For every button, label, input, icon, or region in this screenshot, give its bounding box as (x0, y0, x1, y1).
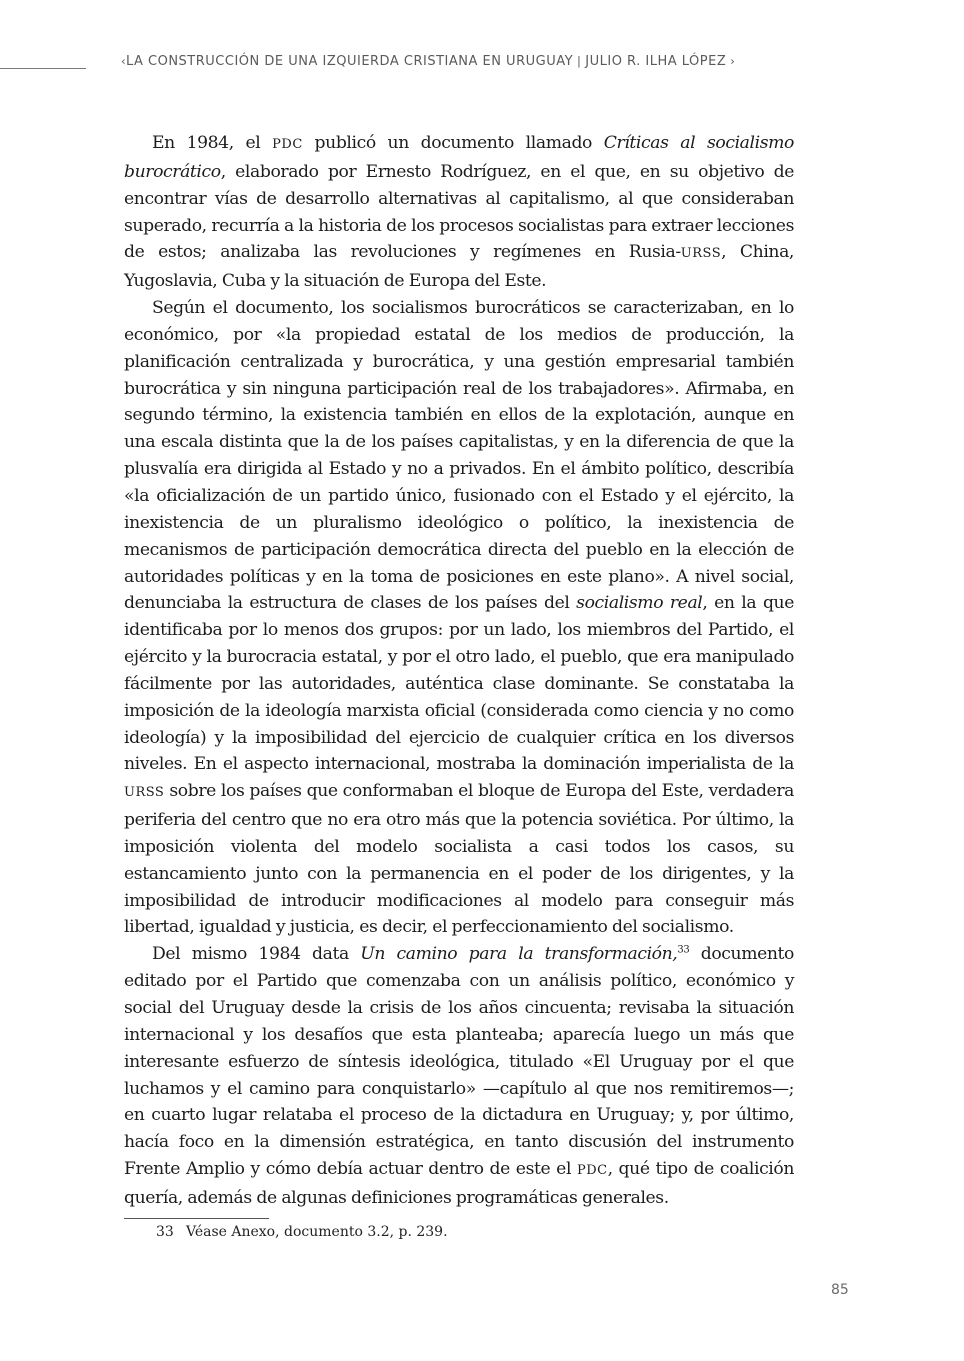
body-text (124, 130, 794, 1212)
running-head-author: JULIO R. ILHA LÓPEZ (585, 54, 727, 69)
running-head-open: ‹ (121, 54, 126, 68)
footnote-text: Véase Anexo, documento 3.2, p. 239. (186, 1224, 448, 1240)
running-head-book-title: LA CONSTRUCCIÓN DE UNA IZQUIERDA CRISTIANA EN URUGUAY (125, 54, 574, 69)
footnote-number: 33 (156, 1224, 174, 1240)
text-run: En 1984, el (152, 133, 273, 153)
footnote-reference: 33 (677, 944, 690, 956)
acronym: PDC (272, 137, 303, 152)
text-run: , qué tipo de coalición quería, además de algunas definiciones programáticas generales. (124, 1159, 795, 1208)
text-run: Según el documento, los socialismos burocráticos se caracterizaban, en lo económico, por «la propiedad estatal de los medios de producción, la planificación centralizada y burocrática, y una gestión empresarial también burocrática y sin ninguna participación real de los trabajadores». Afirmaba, en segundo término, la existencia también en ellos de la explotación, aunque en una escala distinta que la de los países capitalistas, y en la diferencia de que la plusvalía era dirigida al Estado y no a privados. En el ámbito político, describía «la oficialización de un partido único, fusionado con el Estado y el ejército, la inexistencia de un pluralismo ideológico o político, la inexistencia de mecanismos de participación democrática directa del pueblo en la elección de autoridades políticas y en la toma de posiciones en este plano». A nivel social, denunciaba la estructura de clases de los países del (124, 298, 794, 614)
footnote-rule (124, 1218, 269, 1219)
text-run: , China, Yugoslavia, Cuba y la situación de Europa del Este. (124, 242, 794, 292)
page-number: 85 (831, 1282, 849, 1298)
text-run: , elaborado por Ernesto Rodríguez, en el que, en su objetivo de encontrar vías de desarrollo alternativas al capitalismo, al que consideraban superado, recurría a la historia de los procesos socialistas para extraer lecciones de estos; analizaba las revoluciones y regímenes en Rusia- (124, 161, 794, 263)
body-paragraph (124, 941, 794, 1211)
text-run: Del mismo 1984 data (152, 944, 361, 965)
italic-title: Críticas al socialismo burocrático (124, 133, 794, 182)
italic-title: Un camino para la transformación, (360, 944, 678, 965)
text-run: sobre los países que conformaban el bloque de Europa del Este, verdadera periferia del centro que no era otro más que la potencia soviética. Por último, la imposición violenta del modelo socialista a casi todos los casos, su estancamiento junto con la permanencia en el poder de los dirigentes, y la imposibilidad de introducir modificaciones al modelo para conseguir más libertad, igualdad y justicia, es decir, el perfeccionamiento del socialismo. (124, 781, 794, 938)
acronym: PDC (576, 1163, 608, 1179)
body-paragraph (124, 295, 794, 941)
acronym: URSS (124, 785, 165, 801)
text-run: , en la que identificaba por lo menos dos grupos: por un lado, los miembros del Partido, el ejército y la burocracia estatal, y por el otro lado, el pueblo, que era manipulado fácilmente por las autoridades, auténtica clase dominante. Se constataba la imposición de la ideología marxista oficial (considerada como ciencia y no como ideología) y la imposibilidad del ejercicio de cualquier crítica en los diversos niveles. En el aspecto internacional, mostraba la dominación imperialista de la (124, 593, 794, 775)
text-run: documento editado por el Partido que comenzaba con un análisis político, económico y social del Uruguay desde la crisis de los años cincuenta; revisaba la situación internacional y los desafíos que esta planteaba; aparecía luego un más que interesante esfuerzo de síntesis ideológica, titulado «El Uruguay por el que luchamos y el camino para conquistarlo» —capítulo al que nos remitiremos—; en cuarto lugar relataba el proceso de la dictadura en Uruguay; y, por último, hacía foco en la dimensión estratégica, en tanto discusión del instrumento Frente Amplio y cómo debía actuar dentro de este el (124, 944, 794, 1180)
header-rule (0, 68, 86, 69)
text-run: publicó un documento llamado (302, 133, 604, 153)
running-head (121, 54, 841, 69)
running-head-separator: | (577, 54, 582, 68)
italic-title: socialismo real (576, 593, 703, 614)
running-head-close: › (730, 54, 736, 68)
acronym: URSS (680, 246, 722, 262)
body-paragraph (124, 130, 794, 295)
footnote (156, 1224, 448, 1240)
